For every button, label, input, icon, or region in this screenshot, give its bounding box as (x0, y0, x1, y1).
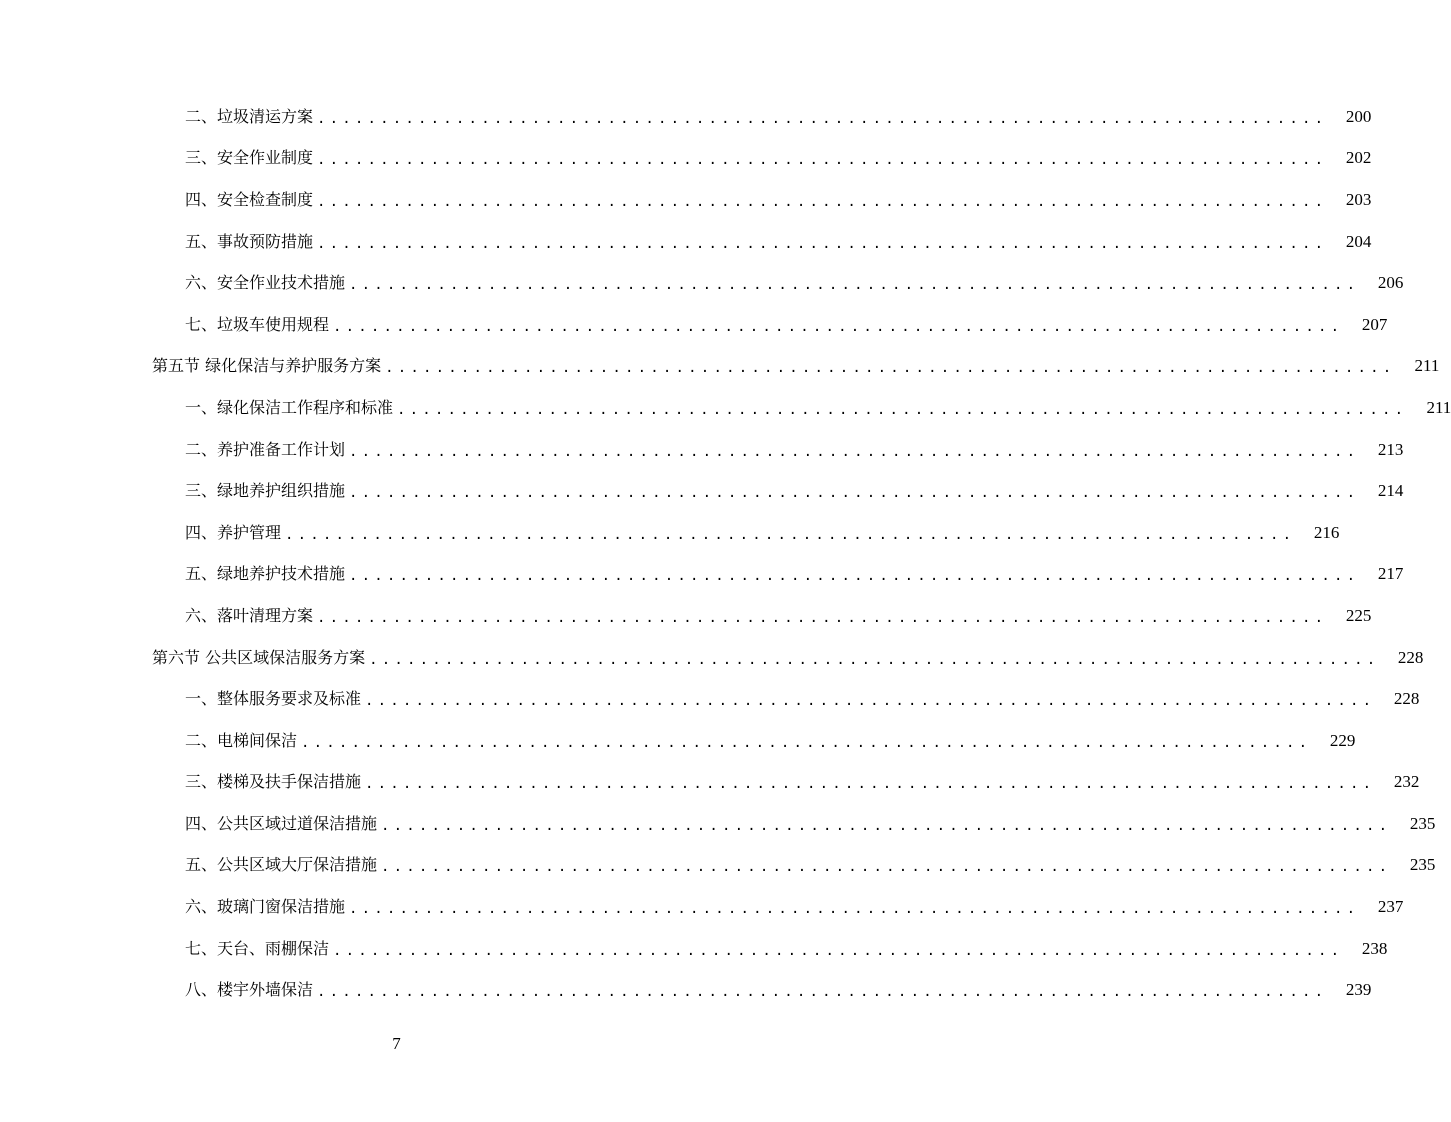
dot-leader: ................................................................................ (369, 651, 1380, 668)
page-number: 7 (392, 1034, 401, 1053)
dot-leader: ................................................................................ (349, 485, 1360, 502)
toc-entry[interactable] (185, 262, 1404, 304)
dot-leader: ................................................................................ (365, 693, 1376, 710)
toc-entry-title: 三、绿地养护组织措施 (185, 481, 349, 501)
toc-entry-page: 239 (1345, 980, 1372, 1000)
toc-entry[interactable] (185, 138, 1372, 180)
toc-entry-page: 206 (1377, 273, 1404, 293)
dot-leader: ................................................................................ (317, 193, 1328, 210)
toc-entry-title: 五、公共区域大厅保洁措施 (185, 855, 381, 875)
toc-entry[interactable] (185, 387, 1451, 429)
dot-leader: ................................................................................ (381, 859, 1392, 876)
toc-entry-page: 238 (1361, 938, 1388, 958)
toc-section-entry[interactable] (152, 346, 1440, 388)
toc-entry-title: 六、安全作业技术措施 (185, 273, 349, 293)
dot-leader: ................................................................................ (385, 360, 1396, 377)
table-of-contents (0, 96, 1451, 1011)
toc-entry-title: 六、玻璃门窗保洁措施 (185, 897, 349, 917)
toc-entry-title: 四、安全检查制度 (185, 190, 317, 210)
toc-entry-page: 211 (1414, 356, 1440, 376)
toc-entry[interactable] (185, 221, 1372, 263)
toc-entry-title: 二、垃圾清运方案 (185, 107, 317, 127)
toc-entry-title: 七、垃圾车使用规程 (185, 315, 333, 335)
toc-entry[interactable] (185, 429, 1404, 471)
toc-entry-page: 207 (1361, 314, 1388, 334)
toc-entry-page: 213 (1377, 439, 1404, 459)
toc-entry[interactable] (185, 512, 1340, 554)
dot-leader: ................................................................................ (349, 277, 1360, 294)
toc-entry-page: 200 (1345, 106, 1372, 126)
toc-entry-page: 229 (1329, 730, 1356, 750)
toc-entry-page: 203 (1345, 189, 1372, 209)
toc-entry-title: 五、事故预防措施 (185, 232, 317, 252)
dot-leader: ................................................................................ (397, 401, 1408, 418)
toc-entry-page: 225 (1345, 605, 1372, 625)
toc-entry[interactable] (185, 96, 1372, 138)
toc-entry-title: 五、绿地养护技术措施 (185, 564, 349, 584)
toc-entry-title: 四、公共区域过道保洁措施 (185, 814, 381, 834)
toc-entry-title: 三、楼梯及扶手保洁措施 (185, 772, 365, 792)
dot-leader: ................................................................................ (301, 734, 1312, 751)
dot-leader: ................................................................................ (317, 609, 1328, 626)
toc-entry[interactable] (185, 928, 1388, 970)
dot-leader: ................................................................................ (349, 901, 1360, 918)
toc-entry-title: 六、落叶清理方案 (185, 606, 317, 626)
toc-entry-title: 二、电梯间保洁 (185, 731, 301, 751)
toc-entry-page: 216 (1313, 522, 1340, 542)
dot-leader: ................................................................................ (333, 942, 1344, 959)
toc-entry-title: 七、天台、雨棚保洁 (185, 939, 333, 959)
toc-entry-title: 八、楼宇外墙保洁 (185, 980, 317, 1000)
toc-entry-title: 一、绿化保洁工作程序和标准 (185, 398, 397, 418)
toc-entry[interactable] (185, 886, 1404, 928)
dot-leader: ................................................................................ (333, 318, 1344, 335)
dot-leader: ................................................................................ (349, 568, 1360, 585)
dot-leader: ................................................................................ (317, 235, 1328, 252)
toc-entry-title: 三、安全作业制度 (185, 148, 317, 168)
toc-entry[interactable] (185, 554, 1404, 596)
toc-entry[interactable] (185, 470, 1404, 512)
toc-entry-page: 235 (1409, 855, 1436, 875)
toc-section-title: 第六节 公共区域保洁服务方案 (152, 648, 369, 668)
toc-entry-page: 217 (1377, 564, 1404, 584)
toc-section-entry[interactable] (152, 637, 1424, 679)
toc-entry-page: 211 (1426, 397, 1451, 417)
toc-entry-page: 202 (1345, 148, 1372, 168)
toc-entry-page: 214 (1377, 481, 1404, 501)
toc-entry-page: 232 (1393, 772, 1420, 792)
dot-leader: ................................................................................ (317, 152, 1328, 169)
toc-entry-page: 228 (1393, 689, 1420, 709)
dot-leader: ................................................................................ (317, 110, 1328, 127)
dot-leader: ................................................................................ (285, 526, 1296, 543)
toc-entry[interactable] (185, 969, 1372, 1011)
toc-entry[interactable] (185, 762, 1420, 804)
dot-leader: ................................................................................ (349, 443, 1360, 460)
toc-entry-title: 四、养护管理 (185, 523, 285, 543)
dot-leader: ................................................................................ (381, 817, 1392, 834)
dot-leader: ................................................................................ (317, 984, 1328, 1001)
toc-entry[interactable] (185, 803, 1436, 845)
toc-entry[interactable] (185, 304, 1388, 346)
toc-entry[interactable] (185, 595, 1372, 637)
toc-entry-page: 237 (1377, 897, 1404, 917)
toc-section-title: 第五节 绿化保洁与养护服务方案 (152, 356, 385, 376)
toc-entry-page: 228 (1397, 647, 1424, 667)
toc-entry[interactable] (185, 720, 1356, 762)
toc-entry-title: 一、整体服务要求及标准 (185, 689, 365, 709)
toc-entry-page: 204 (1345, 231, 1372, 251)
toc-entry[interactable] (185, 179, 1372, 221)
toc-entry-title: 二、养护准备工作计划 (185, 440, 349, 460)
toc-entry-page: 235 (1409, 813, 1436, 833)
dot-leader: ................................................................................ (365, 776, 1376, 793)
toc-entry[interactable] (185, 845, 1436, 887)
toc-entry[interactable] (185, 678, 1420, 720)
